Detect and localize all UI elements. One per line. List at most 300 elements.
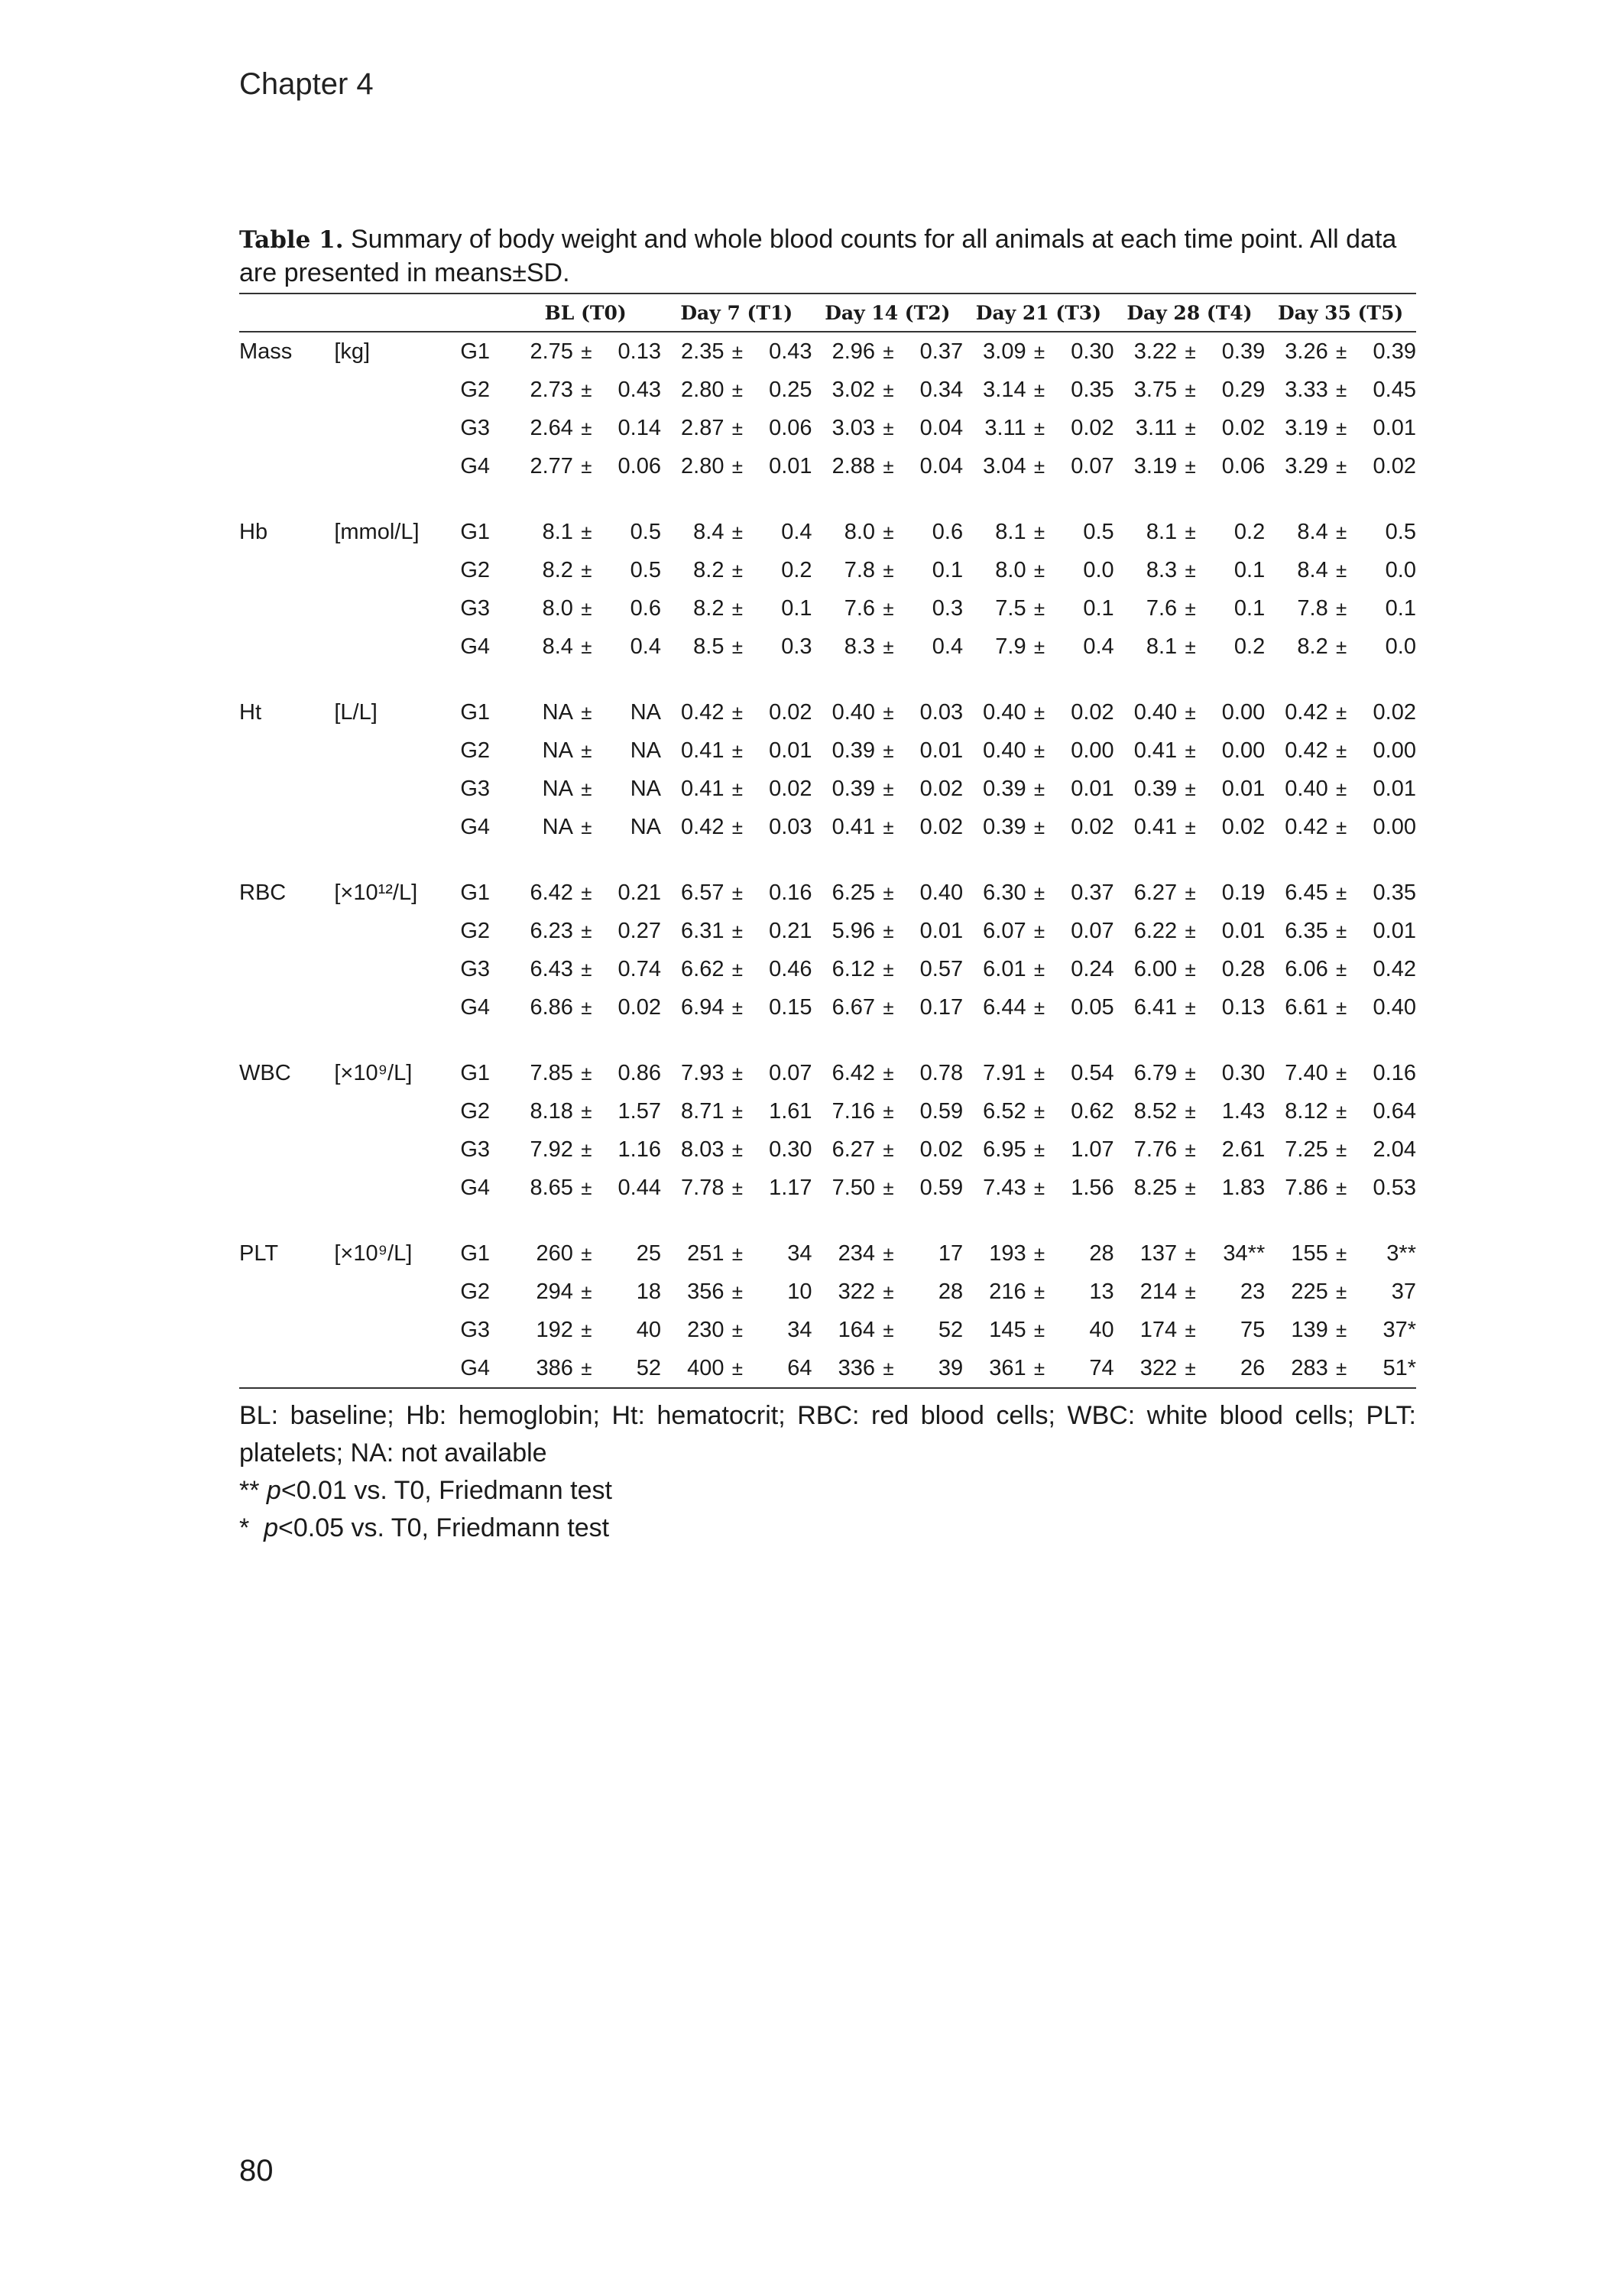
sd-value: 0.54: [1071, 1060, 1114, 1085]
mean-value: 6.06: [1285, 956, 1328, 981]
mean-value: 8.0: [995, 557, 1026, 582]
mean-value: 386: [510, 1349, 573, 1388]
mean-value: 0.41: [681, 738, 724, 763]
plus-minus-sign: ±: [1336, 919, 1347, 942]
table-row: [239, 628, 1416, 666]
table-row: [239, 1234, 1416, 1273]
plus-minus-sign: ±: [1033, 995, 1045, 1019]
sd-value: 0.1: [932, 557, 964, 582]
plus-minus-sign: ±: [883, 738, 894, 762]
plus-minus-sign: ±: [731, 957, 744, 981]
sd-value: 0.16: [769, 880, 812, 905]
mean-value: 8.1: [1146, 634, 1178, 659]
plus-minus-sign: ±: [883, 1241, 894, 1265]
mean-value: 8.12: [1285, 1098, 1328, 1124]
plus-minus-sign: ±: [581, 881, 592, 904]
table-row: [239, 332, 1416, 371]
group-label: G4: [460, 814, 491, 839]
parameter-name-blank: [239, 1092, 334, 1130]
plus-minus-sign: ±: [1336, 339, 1347, 363]
parameter-name-blank: [239, 1349, 334, 1388]
header-time-point: Day 21 (T3): [963, 294, 1114, 332]
parameter-unit: [mmol/L]: [334, 519, 420, 544]
mean-value: 6.01: [983, 956, 1026, 981]
mean-value: 294: [536, 1279, 573, 1304]
parameter-unit-blank: [334, 447, 460, 485]
caption-text: Summary of body weight and whole blood counts for all animals at each time point. All data are presented in means±SD.: [239, 225, 1397, 287]
mean-value: 7.92: [530, 1137, 573, 1162]
plus-minus-sign: ±: [1177, 1349, 1204, 1388]
mean-value: NA: [542, 776, 573, 801]
plus-minus-sign: ±: [1033, 558, 1045, 582]
table-row: [239, 770, 1416, 808]
mean-value: 7.91: [983, 1060, 1026, 1085]
mean-value: 7.5: [995, 595, 1026, 621]
group-label: G2: [460, 1279, 491, 1304]
header-time-point: Day 7 (T1): [661, 294, 812, 332]
table-row: [239, 1092, 1416, 1130]
mean-value: 8.0: [542, 595, 573, 621]
sd-value: 0.39: [1373, 339, 1416, 364]
plus-minus-sign: ±: [581, 378, 592, 401]
plus-minus-sign: ±: [883, 1061, 894, 1085]
mean-value: 0.39: [831, 738, 876, 763]
parameter-name-blank: [239, 912, 334, 950]
sd-value: 0.02: [919, 814, 964, 839]
mean-value: 6.52: [983, 1098, 1026, 1124]
sd-value: 0.0: [1083, 557, 1114, 582]
sd-value: 0.44: [618, 1175, 661, 1200]
table-row: [239, 1130, 1416, 1169]
parameter-unit: [kg]: [334, 339, 371, 364]
mean-value: 6.23: [530, 918, 573, 943]
group-label: G4: [460, 1175, 491, 1200]
sd-value: 0.06: [618, 453, 661, 478]
plus-minus-sign: ±: [1336, 1176, 1347, 1199]
sd-value: 18: [636, 1279, 661, 1304]
parameter-name-blank: [239, 371, 334, 409]
mean-value: 6.07: [983, 918, 1026, 943]
parameter-name-blank: [239, 988, 334, 1026]
mean-value: 0.42: [681, 814, 724, 839]
plus-minus-sign: ±: [731, 1061, 744, 1085]
plus-minus-sign: ±: [1033, 700, 1045, 724]
mean-value: 6.42: [831, 1060, 876, 1085]
plus-minus-sign: ±: [883, 700, 894, 724]
mean-value: 6.62: [681, 956, 724, 981]
mean-value: 3.02: [831, 377, 876, 402]
parameter-unit-blank: [334, 589, 460, 628]
sd-value: 0.3: [781, 634, 812, 659]
mean-value: 8.52: [1133, 1098, 1178, 1124]
sd-value: 0.45: [1373, 377, 1416, 402]
sd-value: 0.15: [769, 994, 812, 1020]
sd-value: 0.59: [919, 1098, 964, 1124]
sd-value: 1.56: [1071, 1175, 1114, 1200]
parameter-name-blank: [239, 808, 334, 846]
sd-value: 0.04: [919, 453, 964, 478]
plus-minus-sign: ±: [1336, 957, 1347, 981]
plus-minus-sign: ±: [731, 1099, 744, 1123]
plus-minus-sign: ±: [731, 1318, 744, 1341]
parameter-name: Ht: [239, 699, 261, 725]
table-row: [239, 1273, 1416, 1311]
sd-value: 0.01: [1071, 776, 1114, 801]
mean-value: 0.41: [1133, 814, 1178, 839]
sd-value: 0.30: [769, 1137, 812, 1162]
parameter-name-blank: [239, 1169, 334, 1207]
sd-value: 0.62: [1071, 1098, 1114, 1124]
sd-value: 0.05: [1071, 994, 1114, 1020]
mean-value: 3.22: [1133, 339, 1178, 364]
table-row: [239, 874, 1416, 912]
mean-value: 3.09: [983, 339, 1026, 364]
mean-value: 164: [838, 1317, 876, 1342]
plus-minus-sign: ±: [1185, 700, 1196, 724]
plus-minus-sign: ±: [883, 881, 894, 904]
group-label: G3: [460, 776, 491, 801]
group-label: G1: [460, 339, 491, 364]
mean-value: 145: [989, 1317, 1026, 1342]
sd-value: 3**: [1386, 1241, 1416, 1266]
mean-value: 8.3: [844, 634, 876, 659]
sd-value: 0.06: [1221, 453, 1266, 478]
plus-minus-sign: ±: [1026, 1349, 1053, 1388]
parameter-unit-blank: [334, 409, 460, 447]
parameter-unit-blank: [334, 1273, 460, 1311]
plus-minus-sign: ±: [581, 1279, 592, 1303]
sd-value: 0.5: [1083, 519, 1114, 544]
plus-minus-sign: ±: [883, 416, 894, 439]
plus-minus-sign: ±: [581, 815, 592, 838]
sd-value: 0.5: [630, 519, 661, 544]
parameter-unit: [L/L]: [334, 699, 378, 725]
parameter-name: Mass: [239, 339, 293, 364]
mean-value: 6.00: [1133, 956, 1178, 981]
sd-value: 0.27: [618, 918, 661, 943]
group-label: G3: [460, 595, 491, 621]
mean-value: 6.61: [1285, 994, 1328, 1020]
sd-value: 1.16: [618, 1137, 661, 1162]
sd-value: 0.02: [1071, 415, 1114, 440]
sd-value: 0.0: [1385, 634, 1416, 659]
header-time-point: Day 35 (T5): [1265, 294, 1416, 332]
plus-minus-sign: ±: [1185, 957, 1196, 981]
group-label: G1: [460, 1241, 491, 1266]
table-row: [239, 1169, 1416, 1207]
plus-minus-sign: ±: [581, 558, 592, 582]
parameter-name: WBC: [239, 1060, 291, 1085]
sd-value: 0.40: [919, 880, 964, 905]
parameter-unit: [×10⁹/L]: [334, 1060, 413, 1085]
sd-value: 0.74: [618, 956, 661, 981]
parameter-name-blank: [239, 551, 334, 589]
sd-value: 0.00: [1071, 738, 1114, 763]
table-row: [239, 589, 1416, 628]
running-head: Chapter 4: [239, 67, 374, 101]
mean-value: 7.8: [1297, 595, 1328, 621]
sd-value: 0.29: [1221, 377, 1266, 402]
mean-value: 137: [1139, 1241, 1178, 1266]
group-label: G2: [460, 1098, 491, 1124]
parameter-name-blank: [239, 589, 334, 628]
sd-value: 0.3: [932, 595, 964, 621]
plus-minus-sign: ±: [1336, 881, 1347, 904]
mean-value: 3.29: [1285, 453, 1328, 478]
parameter-unit-blank: [334, 1311, 460, 1349]
plus-minus-sign: ±: [1336, 634, 1347, 658]
sd-value: 34: [787, 1317, 812, 1342]
mean-value: 7.6: [844, 595, 876, 621]
spacer-cell: [239, 846, 1416, 874]
plus-minus-sign: ±: [1185, 738, 1196, 762]
plus-minus-sign: ±: [581, 339, 592, 363]
table-label: Table 1.: [239, 226, 344, 254]
plus-minus-sign: ±: [883, 1137, 894, 1161]
mean-value: 8.4: [542, 634, 573, 659]
sd-value: 39: [902, 1349, 963, 1388]
note-text: <0.01 vs. T0, Friedmann test: [280, 1476, 612, 1505]
plus-minus-sign: ±: [724, 1349, 751, 1388]
plus-minus-sign: ±: [731, 1241, 744, 1265]
mean-value: 0.42: [1285, 738, 1328, 763]
plus-minus-sign: ±: [581, 1241, 592, 1265]
sd-value: 0.39: [1221, 339, 1266, 364]
mean-value: 8.71: [681, 1098, 724, 1124]
group-label: G1: [460, 699, 491, 725]
table-row: [239, 513, 1416, 551]
mean-value: 8.03: [681, 1137, 724, 1162]
group-label: G4: [460, 1349, 510, 1388]
sd-value: 0.07: [1071, 453, 1114, 478]
mean-value: 7.86: [1285, 1175, 1328, 1200]
plus-minus-sign: ±: [1185, 995, 1196, 1019]
parameter-name-blank: [239, 409, 334, 447]
plus-minus-sign: ±: [1185, 520, 1196, 543]
plus-minus-sign: ±: [731, 1176, 744, 1199]
plus-minus-sign: ±: [1336, 1137, 1347, 1161]
mean-value: 8.0: [844, 519, 876, 544]
plus-minus-sign: ±: [1185, 777, 1196, 800]
mean-value: 3.75: [1133, 377, 1178, 402]
plus-minus-sign: ±: [1033, 1137, 1045, 1161]
sd-value: 34: [787, 1241, 812, 1266]
sd-value: 0.01: [1373, 776, 1416, 801]
table-row: [239, 409, 1416, 447]
plus-minus-sign: ±: [581, 700, 592, 724]
plus-minus-sign: ±: [883, 1279, 894, 1303]
sd-value: 0.06: [769, 415, 812, 440]
sd-value: 0.57: [919, 956, 964, 981]
sd-value: 1.61: [769, 1098, 812, 1124]
mean-value: 0.39: [831, 776, 876, 801]
plus-minus-sign: ±: [731, 558, 744, 582]
sd-value: 17: [938, 1241, 964, 1266]
parameter-name: Hb: [239, 519, 268, 544]
sd-value: 0.2: [1233, 634, 1266, 659]
sd-value: 13: [1089, 1279, 1114, 1304]
sd-value: 1.43: [1221, 1098, 1266, 1124]
plus-minus-sign: ±: [731, 700, 744, 724]
sd-value: 0.01: [1221, 918, 1266, 943]
group-label: G2: [460, 738, 491, 763]
sd-value: 0.14: [618, 415, 661, 440]
plus-minus-sign: ±: [581, 995, 592, 1019]
sd-value: 74: [1052, 1349, 1113, 1388]
sd-value: 0.21: [769, 918, 812, 943]
sd-value: 40: [1089, 1317, 1114, 1342]
plus-minus-sign: ±: [1033, 1318, 1045, 1341]
mean-value: 0.41: [831, 814, 876, 839]
table-row: [239, 988, 1416, 1026]
sd-value: 0.30: [1221, 1060, 1266, 1085]
sd-value: 0.35: [1071, 377, 1114, 402]
plus-minus-sign: ±: [883, 454, 894, 478]
sd-value: 0.02: [1071, 699, 1114, 725]
sd-value: 0.07: [1071, 918, 1114, 943]
plus-minus-sign: ±: [731, 339, 744, 363]
sd-value: 0.42: [1373, 956, 1416, 981]
group-label: G4: [460, 453, 491, 478]
sd-value: NA: [630, 738, 661, 763]
group-spacer: [239, 485, 1416, 513]
plus-minus-sign: ±: [1033, 339, 1045, 363]
plus-minus-sign: ±: [883, 1176, 894, 1199]
sd-value: 52: [938, 1317, 964, 1342]
mean-value: 6.94: [681, 994, 724, 1020]
group-label: G3: [460, 1317, 491, 1342]
plus-minus-sign: ±: [1336, 378, 1347, 401]
plus-minus-sign: ±: [581, 634, 592, 658]
sd-value: 1.17: [769, 1175, 812, 1200]
plus-minus-sign: ±: [1185, 1176, 1196, 1199]
mean-value: 7.85: [530, 1060, 573, 1085]
plus-minus-sign: ±: [573, 1349, 600, 1388]
plus-minus-sign: ±: [581, 777, 592, 800]
mean-value: 0.40: [1133, 699, 1178, 725]
plus-minus-sign: ±: [1185, 919, 1196, 942]
plus-minus-sign: ±: [1033, 1099, 1045, 1123]
mean-value: 6.57: [681, 880, 724, 905]
plus-minus-sign: ±: [581, 454, 592, 478]
parameter-unit-blank: [334, 371, 460, 409]
plus-minus-sign: ±: [883, 815, 894, 838]
mean-value: 6.27: [831, 1137, 876, 1162]
sd-value: 0.1: [1083, 595, 1114, 621]
mean-value: 0.40: [983, 699, 1026, 725]
plus-minus-sign: ±: [883, 777, 894, 800]
table-row: [239, 731, 1416, 770]
plus-minus-sign: ±: [731, 995, 744, 1019]
plus-minus-sign: ±: [1033, 596, 1045, 620]
plus-minus-sign: ±: [731, 520, 744, 543]
table-row: [239, 912, 1416, 950]
plus-minus-sign: ±: [1185, 1137, 1196, 1161]
plus-minus-sign: ±: [875, 1349, 902, 1388]
parameter-name-blank: [239, 1130, 334, 1169]
mean-value: 8.25: [1133, 1175, 1178, 1200]
mean-value: 0.40: [831, 699, 876, 725]
mean-value: NA: [542, 699, 573, 725]
sd-value: 0.00: [1221, 738, 1266, 763]
plus-minus-sign: ±: [1185, 634, 1196, 658]
sd-value: 0.16: [1373, 1060, 1416, 1085]
mean-value: 361: [963, 1349, 1026, 1388]
mean-value: NA: [542, 814, 573, 839]
sd-value: 0.01: [769, 453, 812, 478]
group-label: G1: [460, 880, 491, 905]
mean-value: 174: [1139, 1317, 1178, 1342]
plus-minus-sign: ±: [731, 378, 744, 401]
plus-minus-sign: ±: [731, 596, 744, 620]
group-label: G3: [460, 415, 491, 440]
plus-minus-sign: ±: [581, 1061, 592, 1085]
mean-value: 0.41: [1133, 738, 1178, 763]
table-row: [239, 1349, 1416, 1388]
mean-value: 400: [661, 1349, 724, 1388]
mean-value: 336: [812, 1349, 876, 1388]
sd-value: 0.53: [1373, 1175, 1416, 1200]
mean-value: 0.42: [1285, 814, 1328, 839]
mean-value: 0.40: [1285, 776, 1328, 801]
mean-value: 6.27: [1133, 880, 1178, 905]
sd-value: 0.19: [1221, 880, 1266, 905]
sd-value: 2.61: [1221, 1137, 1266, 1162]
sd-value: 10: [787, 1279, 812, 1304]
parameter-name: PLT: [239, 1241, 279, 1266]
mean-value: 322: [1114, 1349, 1178, 1388]
sd-value: 0.37: [1071, 880, 1114, 905]
sd-value: 34**: [1223, 1241, 1266, 1266]
plus-minus-sign: ±: [883, 995, 894, 1019]
sd-value: 25: [636, 1241, 661, 1266]
mean-value: 2.96: [831, 339, 876, 364]
mean-value: 193: [989, 1241, 1026, 1266]
sd-value: 0.02: [1373, 699, 1416, 725]
plus-minus-sign: ±: [581, 1176, 592, 1199]
parameter-name-blank: [239, 447, 334, 485]
group-label: G2: [460, 377, 491, 402]
mean-value: 6.95: [983, 1137, 1026, 1162]
plus-minus-sign: ±: [731, 919, 744, 942]
sd-value: 23: [1240, 1279, 1266, 1304]
mean-value: 139: [1291, 1317, 1328, 1342]
sd-value: 2.04: [1373, 1137, 1416, 1162]
sd-value: 0.24: [1071, 956, 1114, 981]
mean-value: 8.1: [995, 519, 1026, 544]
table-row: [239, 1054, 1416, 1092]
plus-minus-sign: ±: [883, 957, 894, 981]
sd-value: 0.5: [630, 557, 661, 582]
plus-minus-sign: ±: [1336, 520, 1347, 543]
plus-minus-sign: ±: [731, 454, 744, 478]
p-symbol: p: [264, 1513, 279, 1542]
mean-value: 7.9: [995, 634, 1026, 659]
mean-value: 234: [838, 1241, 876, 1266]
mean-value: 283: [1265, 1349, 1328, 1388]
plus-minus-sign: ±: [883, 339, 894, 363]
plus-minus-sign: ±: [581, 919, 592, 942]
plus-minus-sign: ±: [1336, 738, 1347, 762]
parameter-unit-blank: [334, 770, 460, 808]
plus-minus-sign: ±: [1033, 416, 1045, 439]
mean-value: 7.93: [681, 1060, 724, 1085]
mean-value: 8.2: [693, 595, 724, 621]
mean-value: 3.19: [1133, 453, 1178, 478]
mean-value: 6.25: [831, 880, 876, 905]
note-text: <0.05 vs. T0, Friedmann test: [278, 1513, 610, 1542]
mean-value: 192: [536, 1317, 573, 1342]
